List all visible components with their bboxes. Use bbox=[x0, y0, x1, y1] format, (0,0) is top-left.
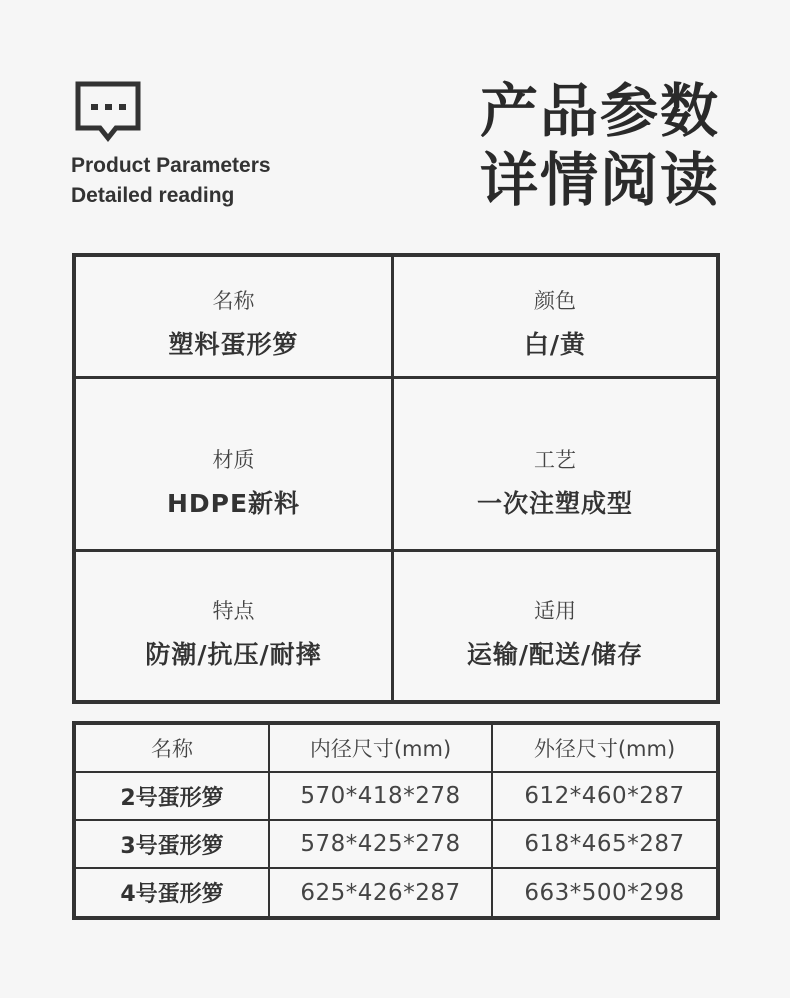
grid-divider bbox=[76, 376, 716, 379]
param-value: 防潮/抗压/耐摔 bbox=[145, 640, 322, 669]
param-label: 名称 bbox=[212, 289, 255, 313]
title-cn-line2: 详情阅读 bbox=[479, 146, 720, 214]
table-cell: 618*465*287 bbox=[492, 820, 716, 868]
param-label: 工艺 bbox=[534, 448, 576, 472]
subtitle-en-line2: Detailed reading bbox=[71, 184, 235, 207]
table-cell: 578*425*278 bbox=[269, 820, 492, 868]
table-cell: 3号蛋形箩 bbox=[76, 820, 269, 868]
param-label: 材质 bbox=[212, 448, 255, 472]
param-label: 颜色 bbox=[534, 289, 576, 313]
table-row bbox=[76, 820, 716, 868]
parameter-grid bbox=[72, 253, 720, 704]
param-label: 适用 bbox=[534, 599, 576, 623]
column-header: 内径尺寸(mm) bbox=[269, 725, 492, 772]
table-cell: 625*426*287 bbox=[269, 868, 492, 916]
param-cell-name bbox=[76, 285, 391, 361]
table-row bbox=[76, 868, 716, 916]
header bbox=[0, 0, 790, 230]
column-header: 名称 bbox=[76, 725, 269, 772]
param-label: 特点 bbox=[212, 599, 255, 623]
param-cell-material bbox=[76, 444, 391, 520]
param-cell-features bbox=[76, 595, 391, 671]
table-cell: 663*500*298 bbox=[492, 868, 716, 916]
table-cell: 4号蛋形箩 bbox=[76, 868, 269, 916]
param-value: HDPE新料 bbox=[166, 489, 301, 518]
chat-bubble-icon bbox=[74, 80, 142, 142]
title-cn-line1: 产品参数 bbox=[479, 77, 720, 145]
table-header-row bbox=[76, 725, 716, 772]
table-cell: 612*460*287 bbox=[492, 772, 716, 820]
table-cell: 2号蛋形箩 bbox=[76, 772, 269, 820]
param-value: 白/黄 bbox=[523, 330, 587, 359]
grid-divider bbox=[76, 549, 716, 552]
param-cell-color bbox=[394, 285, 716, 361]
subtitle-en-line1: Product Parameters bbox=[71, 154, 271, 177]
size-table bbox=[72, 721, 720, 920]
table-row bbox=[76, 772, 716, 820]
param-cell-process bbox=[394, 444, 716, 520]
param-value: 一次注塑成型 bbox=[476, 489, 633, 518]
column-header: 外径尺寸(mm) bbox=[492, 725, 716, 772]
param-cell-usage bbox=[394, 595, 716, 671]
param-value: 塑料蛋形箩 bbox=[168, 330, 299, 359]
param-value: 运输/配送/储存 bbox=[466, 640, 644, 669]
table-cell: 570*418*278 bbox=[269, 772, 492, 820]
